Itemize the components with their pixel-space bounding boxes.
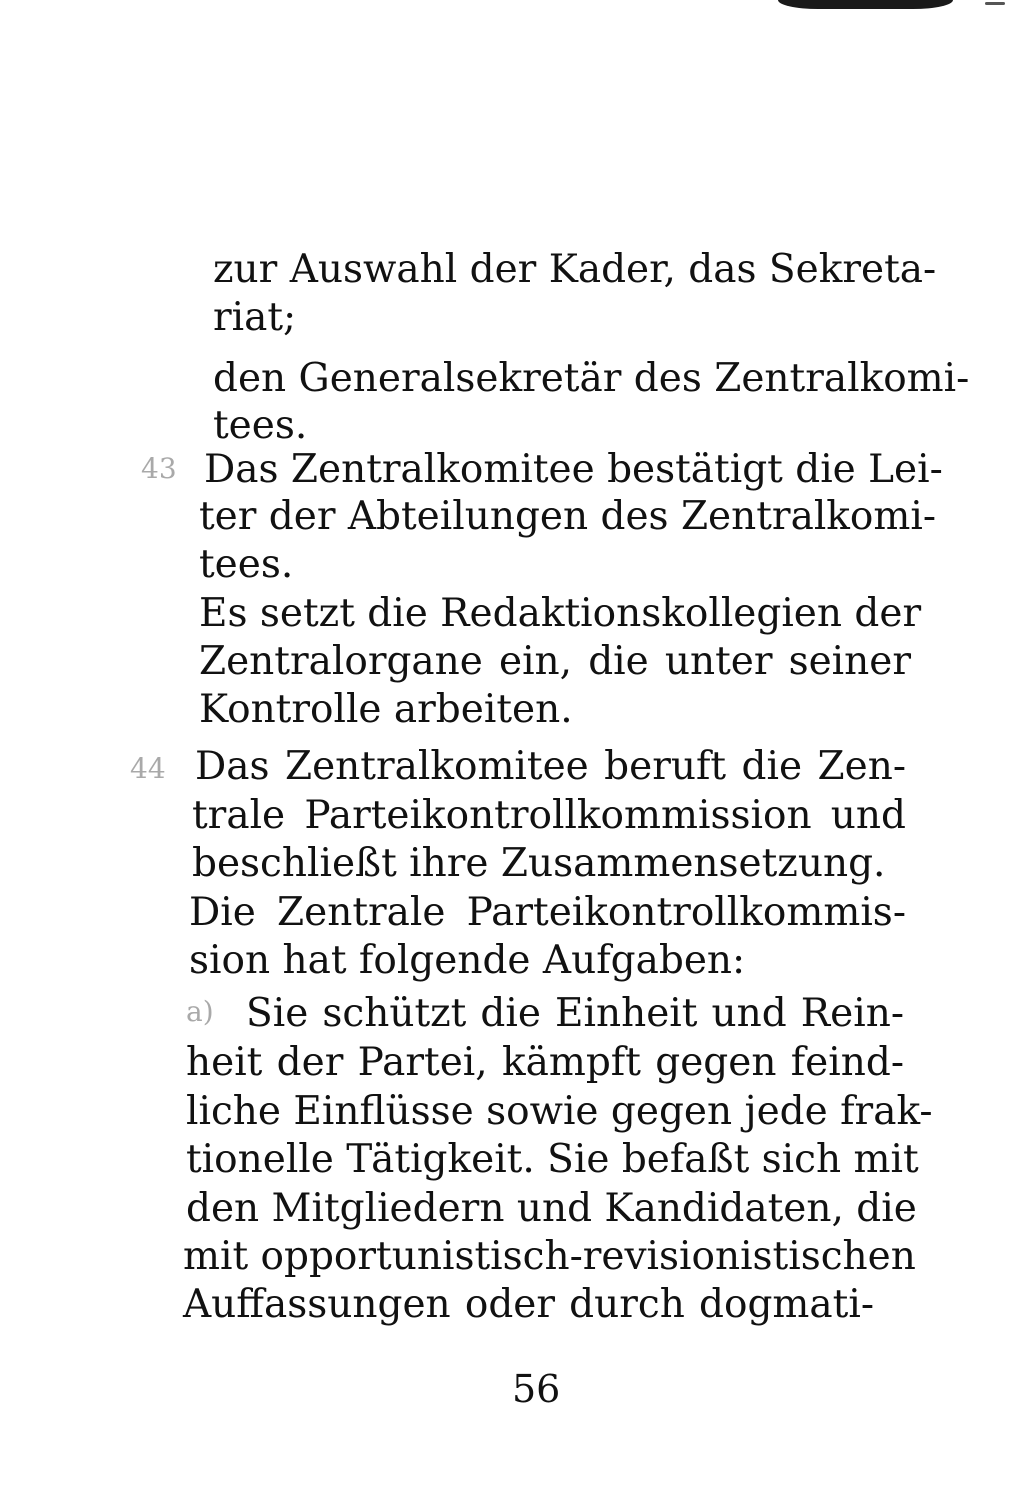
page-number: 56 xyxy=(512,1367,561,1411)
text-line: heit der Partei, kämpft gegen feind- xyxy=(186,1040,904,1085)
text-line: liche Einflüsse sowie gegen jede frak- xyxy=(186,1089,933,1134)
page-edge-mark-small xyxy=(985,2,1005,5)
text-line: mit opportunistisch-revisionistischen xyxy=(183,1234,916,1279)
text-line: Die Zentrale Parteikontrollkommis- xyxy=(189,890,906,935)
text-line: riat; xyxy=(213,295,297,340)
text-line: Auffassungen oder durch dogmati- xyxy=(183,1282,874,1327)
text-line: tees. xyxy=(213,403,308,448)
text-line: sion hat folgende Aufgaben: xyxy=(189,938,746,983)
text-line: beschließt ihre Zusammensetzung. xyxy=(192,841,886,886)
text-line: Das Zentralkomitee bestätigt die Lei- xyxy=(204,447,943,492)
text-line: den Generalsekretär des Zentralkomi- xyxy=(213,356,970,401)
text-line: den Mitgliedern und Kandidaten, die xyxy=(186,1186,917,1231)
list-marker: a) xyxy=(186,995,214,1028)
paragraph-number: 43 xyxy=(141,452,177,485)
text-line: ter der Abteilungen des Zentralkomi- xyxy=(199,494,937,539)
text-line: zur Auswahl der Kader, das Sekreta- xyxy=(213,247,937,292)
text-line: Es setzt die Redaktionskollegien der xyxy=(199,591,922,636)
text-line: trale Parteikontrollkommission und xyxy=(192,793,906,838)
text-line: tionelle Tätigkeit. Sie befaßt sich mit xyxy=(186,1137,919,1182)
text-line: Sie schützt die Einheit und Rein- xyxy=(246,991,904,1036)
paragraph-number: 44 xyxy=(130,752,166,785)
text-line: Das Zentralkomitee beruft die Zen- xyxy=(195,744,906,789)
text-line: Kontrolle arbeiten. xyxy=(199,687,573,732)
text-line: tees. xyxy=(199,542,294,587)
page-edge-mark xyxy=(778,0,953,9)
text-line: Zentralorgane ein, die unter seiner xyxy=(199,639,911,684)
